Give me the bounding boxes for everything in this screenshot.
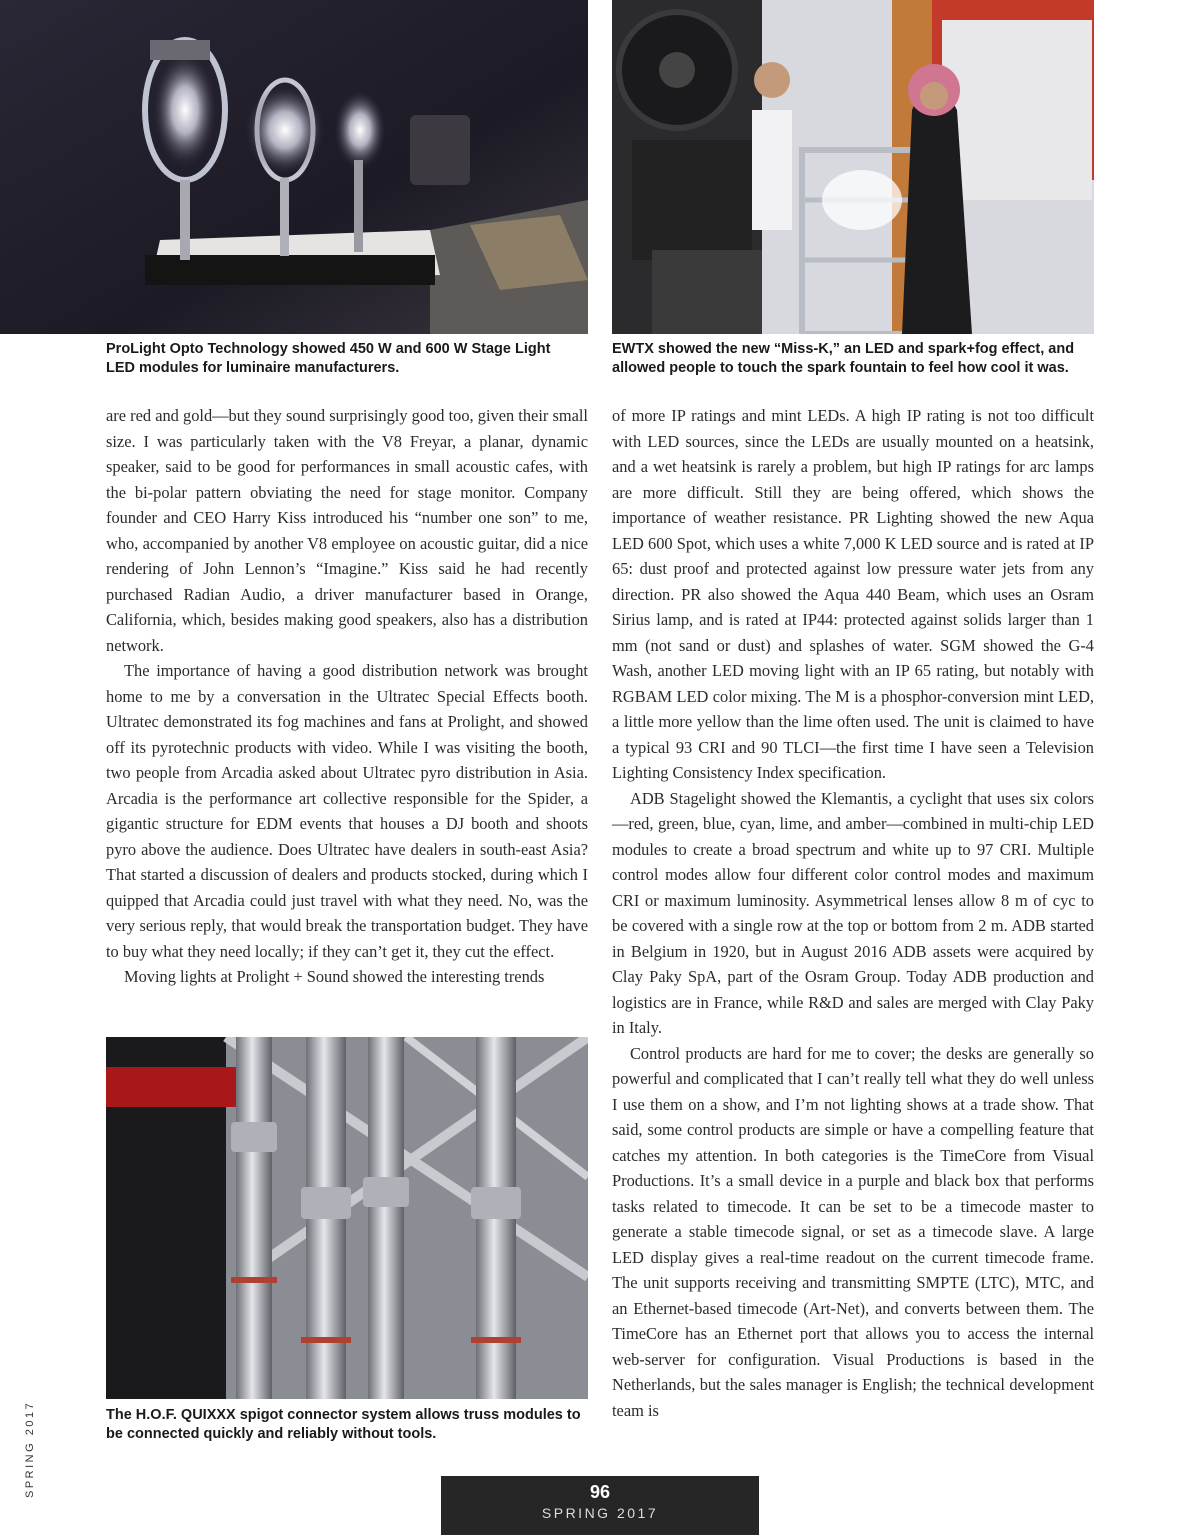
page-number: 96 xyxy=(589,1482,611,1502)
photo-prolight-led-modules xyxy=(0,0,588,334)
photo-ewtx-miss-k xyxy=(612,0,1094,334)
left-paragraph-3: Moving lights at Prolight + Sound showed the interesting trends xyxy=(124,967,545,986)
left-paragraph-1: are red and gold—but they sound surprisingly good too, given their small size. I was particularly taken with the V8 Freyar, a planar, dynamic speaker, said to be good for performances in small acoustic cafes, with the bi-polar pattern obviating the need for stage monitor. Company founder and CEO Harry Kiss introduced his “number one son” to me, who, accompanied by another V8 employee on acoustic guitar, did a nice rendering of John Lennon’s “Imagine.” Kiss said he had recently purchased Radian Audio, a driver manufacturer based in Orange, California, which, besides making good speakers, also has a distribution network. xyxy=(106,406,588,655)
right-column-text xyxy=(612,403,1094,1423)
photo-hof-quixxx-truss xyxy=(106,1037,588,1399)
right-paragraph-1: of more IP ratings and mint LEDs. A high IP rating is not too difficult with LED sources, since the LEDs are usually mounted on a heatsink, and a wet heatsink is rarely a problem, but high IP ratings for arc lamps are more difficult. Still they are being offered, which shows the importance of weather resistance. PR Lighting showed the new Aqua LED 600 Spot, which uses a white 7,000 K LED source and is rated at IP 65: dust proof and protected against low pressure water jets from any direction. PR also showed the Aqua 440 Beam, which uses an Osram Sirius lamp, and is rated at IP44: protected against solids larger than 1 mm (not sand or dust) and splashes of water. SGM showed the G-4 Wash, another LED moving light with an IP 65 rating, but notably with RGBAM LED color mixing. The M is a phosphor-conversion mint LED, a little more yellow than the lime often used. The unit is claimed to have a typical 93 CRI and 90 TLCI—the first time I have seen a Television Lighting Consistency Index specification. xyxy=(612,406,1094,782)
side-issue-label: SPRING 2017 xyxy=(24,1400,36,1498)
left-column-text xyxy=(106,403,588,990)
footer-issue-label: SPRING 2017 xyxy=(541,1505,659,1521)
left-paragraph-2: The importance of having a good distribution network was brought home to me by a conversation in the Ultratec Special Effects booth. Ultratec demonstrated its fog machines and fans at Prolight, and showed off its pyrotechnic products with video. While I was visiting the booth, two people from Arcadia asked about Ultratec pyro distribution in Asia. Arcadia is the performance art collective responsible for the Spider, a gigantic structure for EDM events that houses a DJ booth and shoots pyro above the audience. Does Ultratec have dealers in south-east Asia? That started a discussion of dealers and products stocked, during which I quipped that Arcadia could just travel with what they need. No, was the very serious reply, that would break the transportation budget. They have to buy what they need locally; if they can’t get it, they cut the effect. xyxy=(106,661,588,961)
caption-ewtx: EWTX showed the new “Miss-K,” an LED and spark+fog effect, and allowed people to touch the spark fountain to feel how cool it was. xyxy=(612,341,1075,376)
page-footer xyxy=(441,1476,759,1535)
right-paragraph-2: ADB Stagelight showed the Klemantis, a cyclight that uses six colors—red, green, blue, cyan, lime, and amber—combined in multi-chip LED modules to create a broad spectrum and white up to 97 CRI. Multiple control modes allow four different color control modes and maximum CRI or maximum luminosity. Asymmetrical lenses allow 8 m of cyc to be covered with a single row at the top or bottom from 2 m. ADB started in Belgium in 1920, but in August 2016 ADB assets were acquired by Clay Paky SpA, part of the Osram Group. Today ADB production and logistics are in France, while R&D and sales are merged with Clay Paky in Italy. xyxy=(612,788,1094,1037)
right-paragraph-3: Control products are hard for me to cover; the desks are generally so powerful and complicated that I can’t really tell what they do well unless I use them on a show, and I’m not lighting shows at a trade show. That said, some control products are simple or have a compelling feature that catches my attention. In both categories is the TimeCore from Visual Productions. It’s a small device in a purple and black box that performs tasks related to timecode. It can be set to be a timecode master to generate a stable timecode signal, or set as a timecode slave. A large LED display gives a real-time readout on the current timecode frame. The unit supports receiving and transmitting SMPTE (LTC), MTC, and an Ethernet-based timecode (Art-Net), and converts between them. The TimeCore has an Ethernet port that allows you to access the internal web-server for configuration. Visual Productions is based in the Netherlands, but the sales manager is English; the technical development team is xyxy=(612,1043,1094,1420)
caption-hof: The H.O.F. QUIXXX spigot connector system allows truss modules to be connected quickly and reliably without tools. xyxy=(106,1407,581,1442)
caption-prolight: ProLight Opto Technology showed 450 W and 600 W Stage Light LED modules for luminaire manufacturers. xyxy=(106,341,551,376)
